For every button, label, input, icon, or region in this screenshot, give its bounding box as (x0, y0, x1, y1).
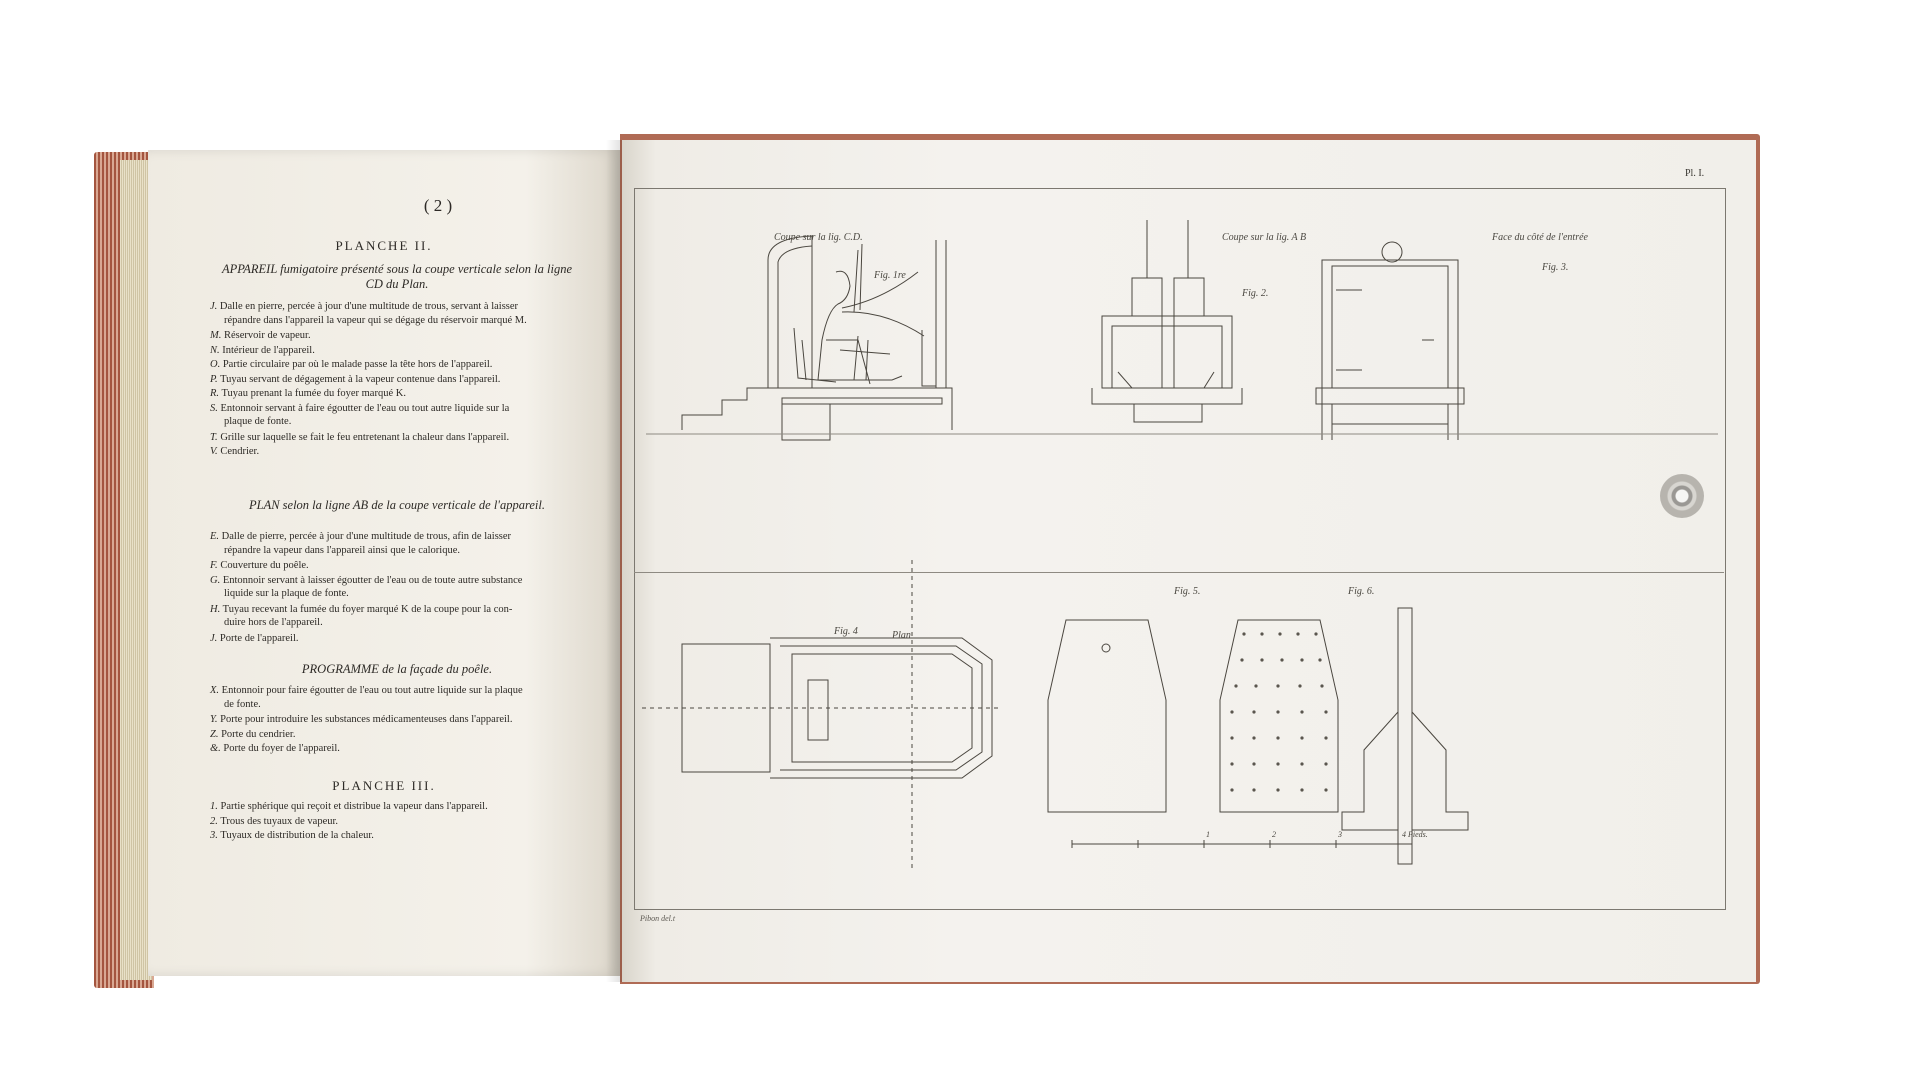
legend-entry (210, 329, 598, 343)
legend-key: &. (210, 743, 221, 754)
legend-key: Y. (210, 714, 218, 725)
legend-key: V. (210, 446, 218, 457)
legend-entry (210, 431, 598, 445)
right-page-plate (622, 140, 1756, 982)
legend-text: Grille sur laquelle se fait le feu entretenant la chaleur dans l'appareil. (220, 431, 510, 443)
fig5-slab-drawing (1048, 620, 1166, 812)
legend-key: O. (210, 359, 221, 370)
legend-text: Tuyau servant de dégagement à la vapeur contenue dans l'appareil. (220, 373, 501, 385)
legend-text: Porte de l'appareil. (219, 632, 299, 644)
legend-entry (210, 373, 598, 387)
legend-text: Porte du foyer de l'appareil. (223, 743, 340, 754)
legend-key: 3. (210, 830, 218, 841)
legend-key: F. (210, 560, 218, 571)
legend-text: Entonnoir pour faire égoutter de l'eau ou tout autre liquide sur la plaque (221, 685, 523, 696)
legend-key: R. (210, 388, 220, 399)
legend-text: Partie sphérique qui reçoit et distribue la vapeur dans l'appareil. (220, 801, 488, 812)
legend-entry (210, 742, 598, 756)
y-tube-drawing (1342, 608, 1468, 864)
legend-entry (210, 445, 598, 459)
legend-text: Porte du cendrier. (221, 728, 296, 740)
legend-key: X. (210, 685, 220, 696)
legend-text: Entonnoir servant à faire égoutter de l'eau ou tout autre liquide sur la (220, 402, 510, 414)
legend-entry (210, 530, 598, 557)
legend-text: Tuyau prenant la fumée du foyer marqué K. (221, 388, 406, 399)
scale-tick-3: 3 (1338, 830, 1342, 839)
legend-text-continued: de fonte. (224, 698, 261, 710)
legend-key: 1. (210, 801, 218, 812)
scale-tick-4: 4 Pieds. (1402, 830, 1428, 839)
legend-key: S. (210, 402, 218, 414)
legend-key: 2. (210, 815, 218, 827)
plate-mark: Pl. I. (1685, 168, 1705, 179)
legend-entry (210, 815, 598, 829)
legend-entry (210, 713, 598, 727)
legend-key: J. (210, 301, 218, 312)
caption-fig4: Fig. 4 (834, 626, 858, 637)
scale-tick-2: 2 (1272, 830, 1276, 839)
legend-entry (210, 358, 598, 372)
legend-entry (210, 684, 598, 711)
fig3-elevation-drawing (1316, 242, 1464, 440)
legend-key: N. (210, 344, 220, 356)
caption-plan: Plan (892, 630, 911, 641)
caption-fig3: Fig. 3. (1542, 262, 1569, 273)
legend-text-continued: répandre dans l'appareil la vapeur qui se dégage du réservoir marqué M. (224, 314, 527, 326)
legend-text: Cendrier. (220, 446, 260, 457)
legend-key: Z. (210, 728, 219, 740)
legend-key: P. (210, 373, 218, 385)
caption-fig5: Fig. 5. (1174, 586, 1201, 597)
legend-text: Partie circulaire par où le malade passe la tête hors de l'appareil. (222, 359, 493, 370)
fig1-section-drawing (682, 236, 952, 440)
legend-entry (210, 402, 598, 429)
legend-text-continued: répandre la vapeur dans l'appareil ainsi que le calorique. (224, 544, 460, 556)
legend-text-continued: liquide sur la plaque de fonte. (224, 588, 349, 599)
plate-drawings (622, 140, 1756, 982)
legend-text: Entonnoir servant à laisser égoutter de l'eau ou de toute autre substance (222, 574, 523, 586)
legend-text: Dalle en pierre, percée à jour d'une multitude de trous, servant à laisser (219, 301, 519, 312)
legend-entry (210, 344, 598, 358)
caption-face: Face du côté de l'entrée (1492, 232, 1588, 243)
planche-ii-subtitle: APPAREIL fumigatoire présenté sous la coupe verticale selon la ligne CD du Plan. (221, 262, 573, 291)
legend-key: G. (210, 574, 221, 586)
fig2-section-drawing (1092, 220, 1242, 422)
planche-iii-title: PLANCHE III. (332, 778, 436, 793)
caption-coupe-cd: Coupe sur la lig. C.D. (774, 232, 863, 243)
left-page (148, 150, 620, 976)
caption-fig2: Fig. 2. (1242, 288, 1269, 299)
legend-text: Couverture du poêle. (220, 560, 309, 571)
legend-key: M. (210, 330, 222, 341)
engraver-credit: Pibon del.t (640, 914, 676, 923)
legend-entry (210, 829, 598, 843)
legend-entry (210, 559, 598, 573)
legend-text-continued: plaque de fonte. (224, 416, 292, 427)
legend-text: Trous des tuyaux de vapeur. (220, 815, 339, 827)
planche-ii-title: PLANCHE II. (335, 238, 433, 253)
scale-bar (1072, 840, 1412, 848)
fig4-plan-drawing (642, 560, 1002, 870)
legend-entry (210, 603, 598, 630)
legend-text-continued: duire hors de l'appareil. (224, 617, 323, 628)
legend-key: T. (210, 431, 218, 443)
hole-grommet (1660, 474, 1704, 518)
legend-text: Dalle de pierre, percée à jour d'une multitude de trous, afin de laisser (221, 531, 512, 542)
legend-text: Porte pour introduire les substances médicamenteuses dans l'appareil. (220, 714, 513, 725)
legend-entry (210, 728, 598, 742)
legend-key: J. (210, 632, 218, 644)
legend-text: Intérieur de l'appareil. (222, 344, 315, 356)
caption-fig1: Fig. 1re (874, 270, 906, 281)
page-number: ( 2 ) (423, 196, 453, 215)
legend-entry (210, 387, 598, 401)
legend-text: Tuyaux de distribution de la chaleur. (220, 830, 374, 841)
programme-heading: PROGRAMME de la façade du poêle. (301, 662, 493, 676)
legend-entry (210, 574, 598, 601)
plan-heading: PLAN selon la ligne AB de la coupe verticale de l'appareil. (248, 498, 545, 512)
legend-entry (210, 632, 598, 646)
legend-entry (210, 300, 598, 327)
legend-text: Réservoir de vapeur. (224, 330, 311, 341)
scale-tick-1: 1 (1206, 830, 1210, 839)
legend-key: H. (210, 603, 221, 615)
caption-coupe-ab: Coupe sur la lig. A B (1222, 232, 1307, 243)
legend-key: E. (210, 531, 220, 542)
caption-fig6: Fig. 6. (1348, 586, 1375, 597)
fig6-holes (1230, 632, 1327, 791)
fig6-perforated-slab-drawing (1220, 620, 1338, 812)
legend-entry (210, 800, 598, 814)
legend-text: Tuyau recevant la fumée du foyer marqué K de la coupe pour la con- (222, 603, 513, 615)
